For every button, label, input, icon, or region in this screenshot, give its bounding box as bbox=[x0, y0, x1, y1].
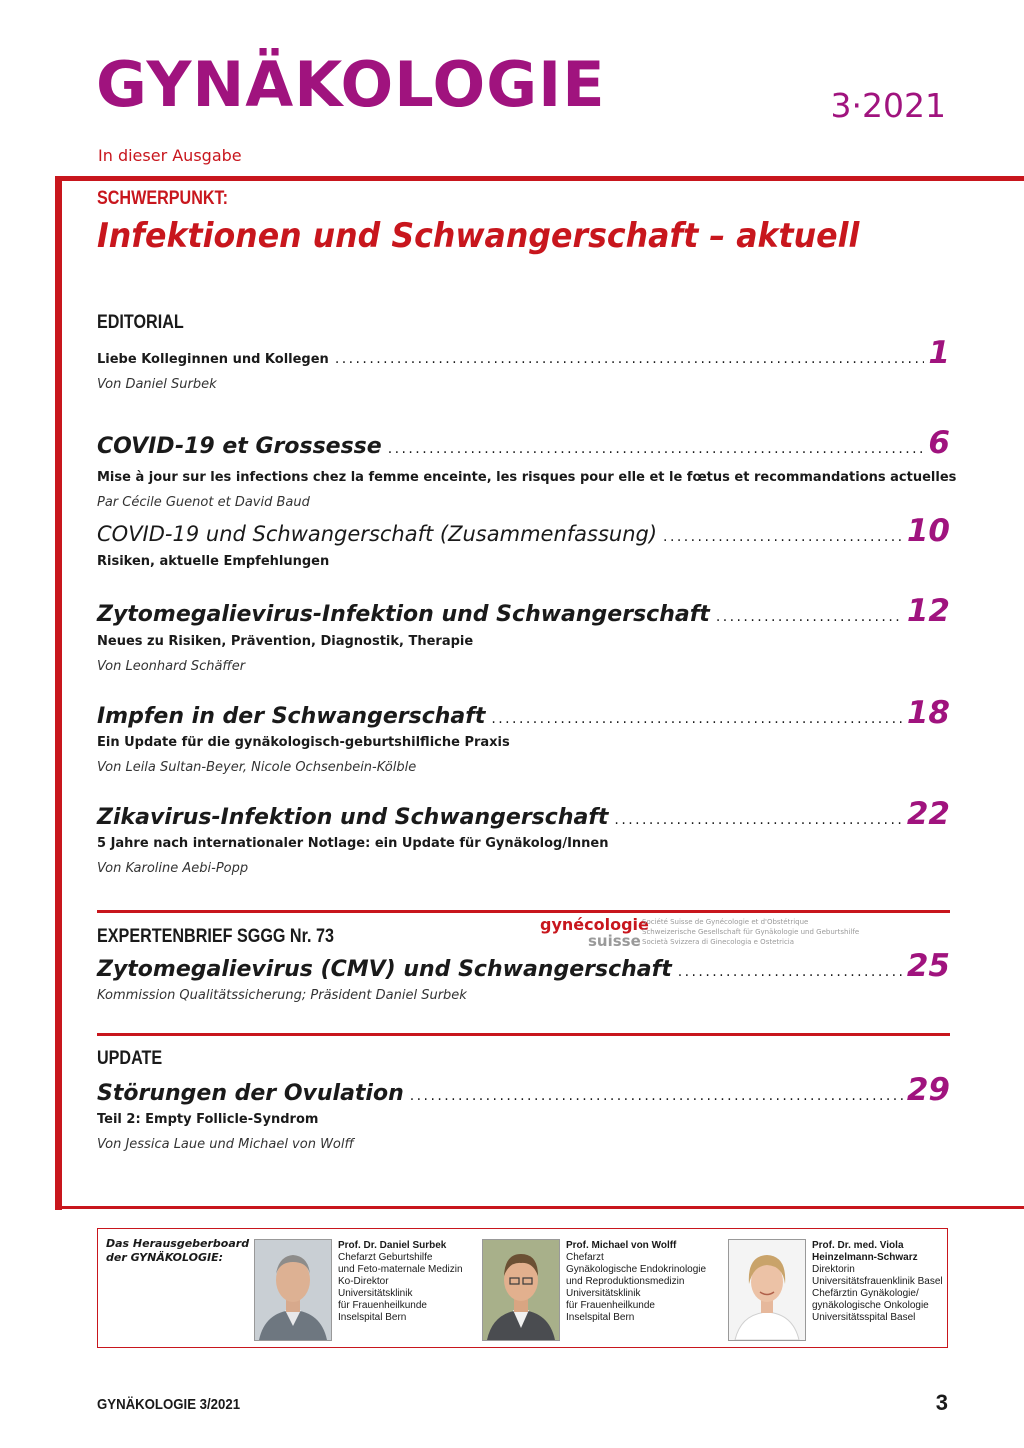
toc-entry-author: Par Cécile Guenot et David Baud bbox=[97, 495, 310, 510]
dot-leader bbox=[335, 351, 925, 367]
member-bio-heinzelmann-schwarz: Prof. Dr. med. Viola Heinzelmann-Schwarz Direktorin Universitätsfrauenklinik Basel Chefärztin Gynäkologie/ gynäkologische Onkologie Universitätsspital Basel bbox=[812, 1240, 943, 1323]
frame-left-rule bbox=[55, 176, 62, 1210]
toc-entry-title: Zytomegalievirus (CMV) und Schwangerschaft bbox=[97, 957, 672, 982]
portrait-icon bbox=[729, 1240, 805, 1340]
toc-page-number: 6 bbox=[928, 425, 950, 461]
toc-entry-description: Mise à jour sur les infections chez la femme enceinte, les risques pour elle et le fœtus et recommandations actuelles bbox=[97, 470, 957, 485]
toc-entry-description: 5 Jahre nach internationaler Notlage: ein Update für Gynäkolog/Innen bbox=[97, 836, 609, 851]
toc-page-number: 29 bbox=[906, 1072, 950, 1108]
member-photo-surbek bbox=[254, 1239, 332, 1341]
editorial-heading: EDITORIAL bbox=[97, 312, 184, 333]
toc-entry-author: Kommission Qualitätssicherung; Präsident Daniel Surbek bbox=[97, 988, 467, 1003]
toc-entry-update[interactable] bbox=[97, 1073, 950, 1107]
dot-leader bbox=[614, 812, 902, 828]
toc-entry-title: Zikavirus-Infektion und Schwangerschaft bbox=[97, 805, 609, 830]
member-photo-von-wolff bbox=[482, 1239, 560, 1341]
sggg-logo-descriptor: Société Suisse de Gynécologie et d'Obstétrique Schweizerische Gesellschaft für Gynäkologie und Geburtshilfe Società Svizzera di Ginecologia e Ostetricia bbox=[642, 918, 860, 946]
member-photo-heinzelmann-schwarz bbox=[728, 1239, 806, 1341]
toc-entry-author: Von Karoline Aebi-Popp bbox=[97, 861, 249, 876]
toc-entry-covid-grossesse[interactable] bbox=[97, 426, 950, 460]
toc-page-number: 12 bbox=[906, 593, 950, 629]
toc-entry-covid-zusammenfassung[interactable] bbox=[97, 514, 950, 548]
portrait-icon bbox=[255, 1240, 331, 1340]
toc-page-number: 22 bbox=[906, 796, 950, 832]
toc-entry-author: Von Leonhard Schäffer bbox=[97, 659, 246, 674]
toc-entry-description: Teil 2: Empty Follicle-Syndrom bbox=[97, 1112, 319, 1127]
frame-bottom-rule bbox=[55, 1206, 1024, 1209]
dot-leader bbox=[716, 609, 903, 625]
page-subtitle: In dieser Ausgabe bbox=[98, 146, 242, 165]
toc-entry-title: Impfen in der Schwangerschaft bbox=[97, 704, 486, 729]
expertenbrief-heading: EXPERTENBRIEF SGGG Nr. 73 bbox=[97, 926, 334, 947]
toc-entry-description: Neues zu Risiken, Prävention, Diagnostik, Therapie bbox=[97, 634, 474, 649]
toc-entry-author: Von Leila Sultan-Beyer, Nicole Ochsenbein-Kölble bbox=[97, 760, 417, 775]
footer-page-number: 3 bbox=[935, 1390, 948, 1415]
member-bio-surbek: Prof. Dr. Daniel Surbek Chefarzt Geburtshilfe und Feto-maternale Medizin Ko-Direktor Universitätsklinik für Frauenheilkunde Inselspital Bern bbox=[338, 1240, 463, 1323]
toc-page-number: 1 bbox=[928, 335, 950, 371]
issue-number: 3·2021 bbox=[830, 86, 946, 125]
footer-publication: GYNÄKOLOGIE 3/2021 bbox=[97, 1396, 241, 1413]
toc-entry-author: Von Jessica Laue und Michael von Wolff bbox=[97, 1137, 354, 1152]
toc-entry-author: Von Daniel Surbek bbox=[97, 377, 217, 392]
dot-leader bbox=[491, 711, 903, 727]
toc-entry-expertenbrief[interactable] bbox=[97, 949, 950, 983]
sggg-logo-subtext: suisse bbox=[588, 932, 641, 950]
dot-leader bbox=[388, 441, 925, 457]
toc-page-number: 18 bbox=[906, 695, 950, 731]
section-divider bbox=[97, 1033, 950, 1036]
schwerpunkt-title: Infektionen und Schwangerschaft – aktuell bbox=[97, 216, 860, 256]
dot-leader bbox=[678, 964, 903, 980]
toc-entry-editorial[interactable] bbox=[97, 336, 950, 370]
toc-entry-title: COVID-19 et Grossesse bbox=[97, 434, 382, 459]
dot-leader bbox=[663, 529, 903, 545]
editorial-board-label: Das Herausgeberboard der GYNÄKOLOGIE: bbox=[106, 1237, 250, 1264]
schwerpunkt-kicker: SCHWERPUNKT: bbox=[97, 188, 228, 209]
toc-entry-description: Risiken, aktuelle Empfehlungen bbox=[97, 554, 330, 569]
toc-entry-title: COVID-19 und Schwangerschaft (Zusammenfassung) bbox=[97, 522, 658, 546]
toc-entry-title: Zytomegalievirus-Infektion und Schwangerschaft bbox=[97, 602, 710, 627]
sggg-logo-text: gynécologie bbox=[540, 915, 649, 934]
magazine-title: GYNÄKOLOGIE bbox=[96, 48, 606, 121]
toc-entry-title: Störungen der Ovulation bbox=[97, 1081, 404, 1106]
toc-entry-impfen[interactable] bbox=[97, 696, 950, 730]
toc-entry-title: Liebe Kolleginnen und Kollegen bbox=[97, 352, 329, 367]
toc-entry-description: Ein Update für die gynäkologisch-geburtshilfliche Praxis bbox=[97, 735, 510, 750]
portrait-icon bbox=[483, 1240, 559, 1340]
dot-leader bbox=[410, 1088, 903, 1104]
toc-page-number: 10 bbox=[906, 513, 950, 549]
toc-entry-zikavirus[interactable] bbox=[97, 797, 950, 831]
toc-page-number: 25 bbox=[906, 948, 950, 984]
frame-top-rule bbox=[55, 176, 1024, 181]
section-divider bbox=[97, 910, 950, 913]
update-heading: UPDATE bbox=[97, 1048, 163, 1069]
toc-entry-zytomegalievirus[interactable] bbox=[97, 594, 950, 628]
member-bio-von-wolff: Prof. Michael von Wolff Chefarzt Gynäkologische Endokrinologie und Reproduktionsmedizin Universitätsklinik für Frauenheilkunde Inselspital Bern bbox=[566, 1240, 707, 1323]
